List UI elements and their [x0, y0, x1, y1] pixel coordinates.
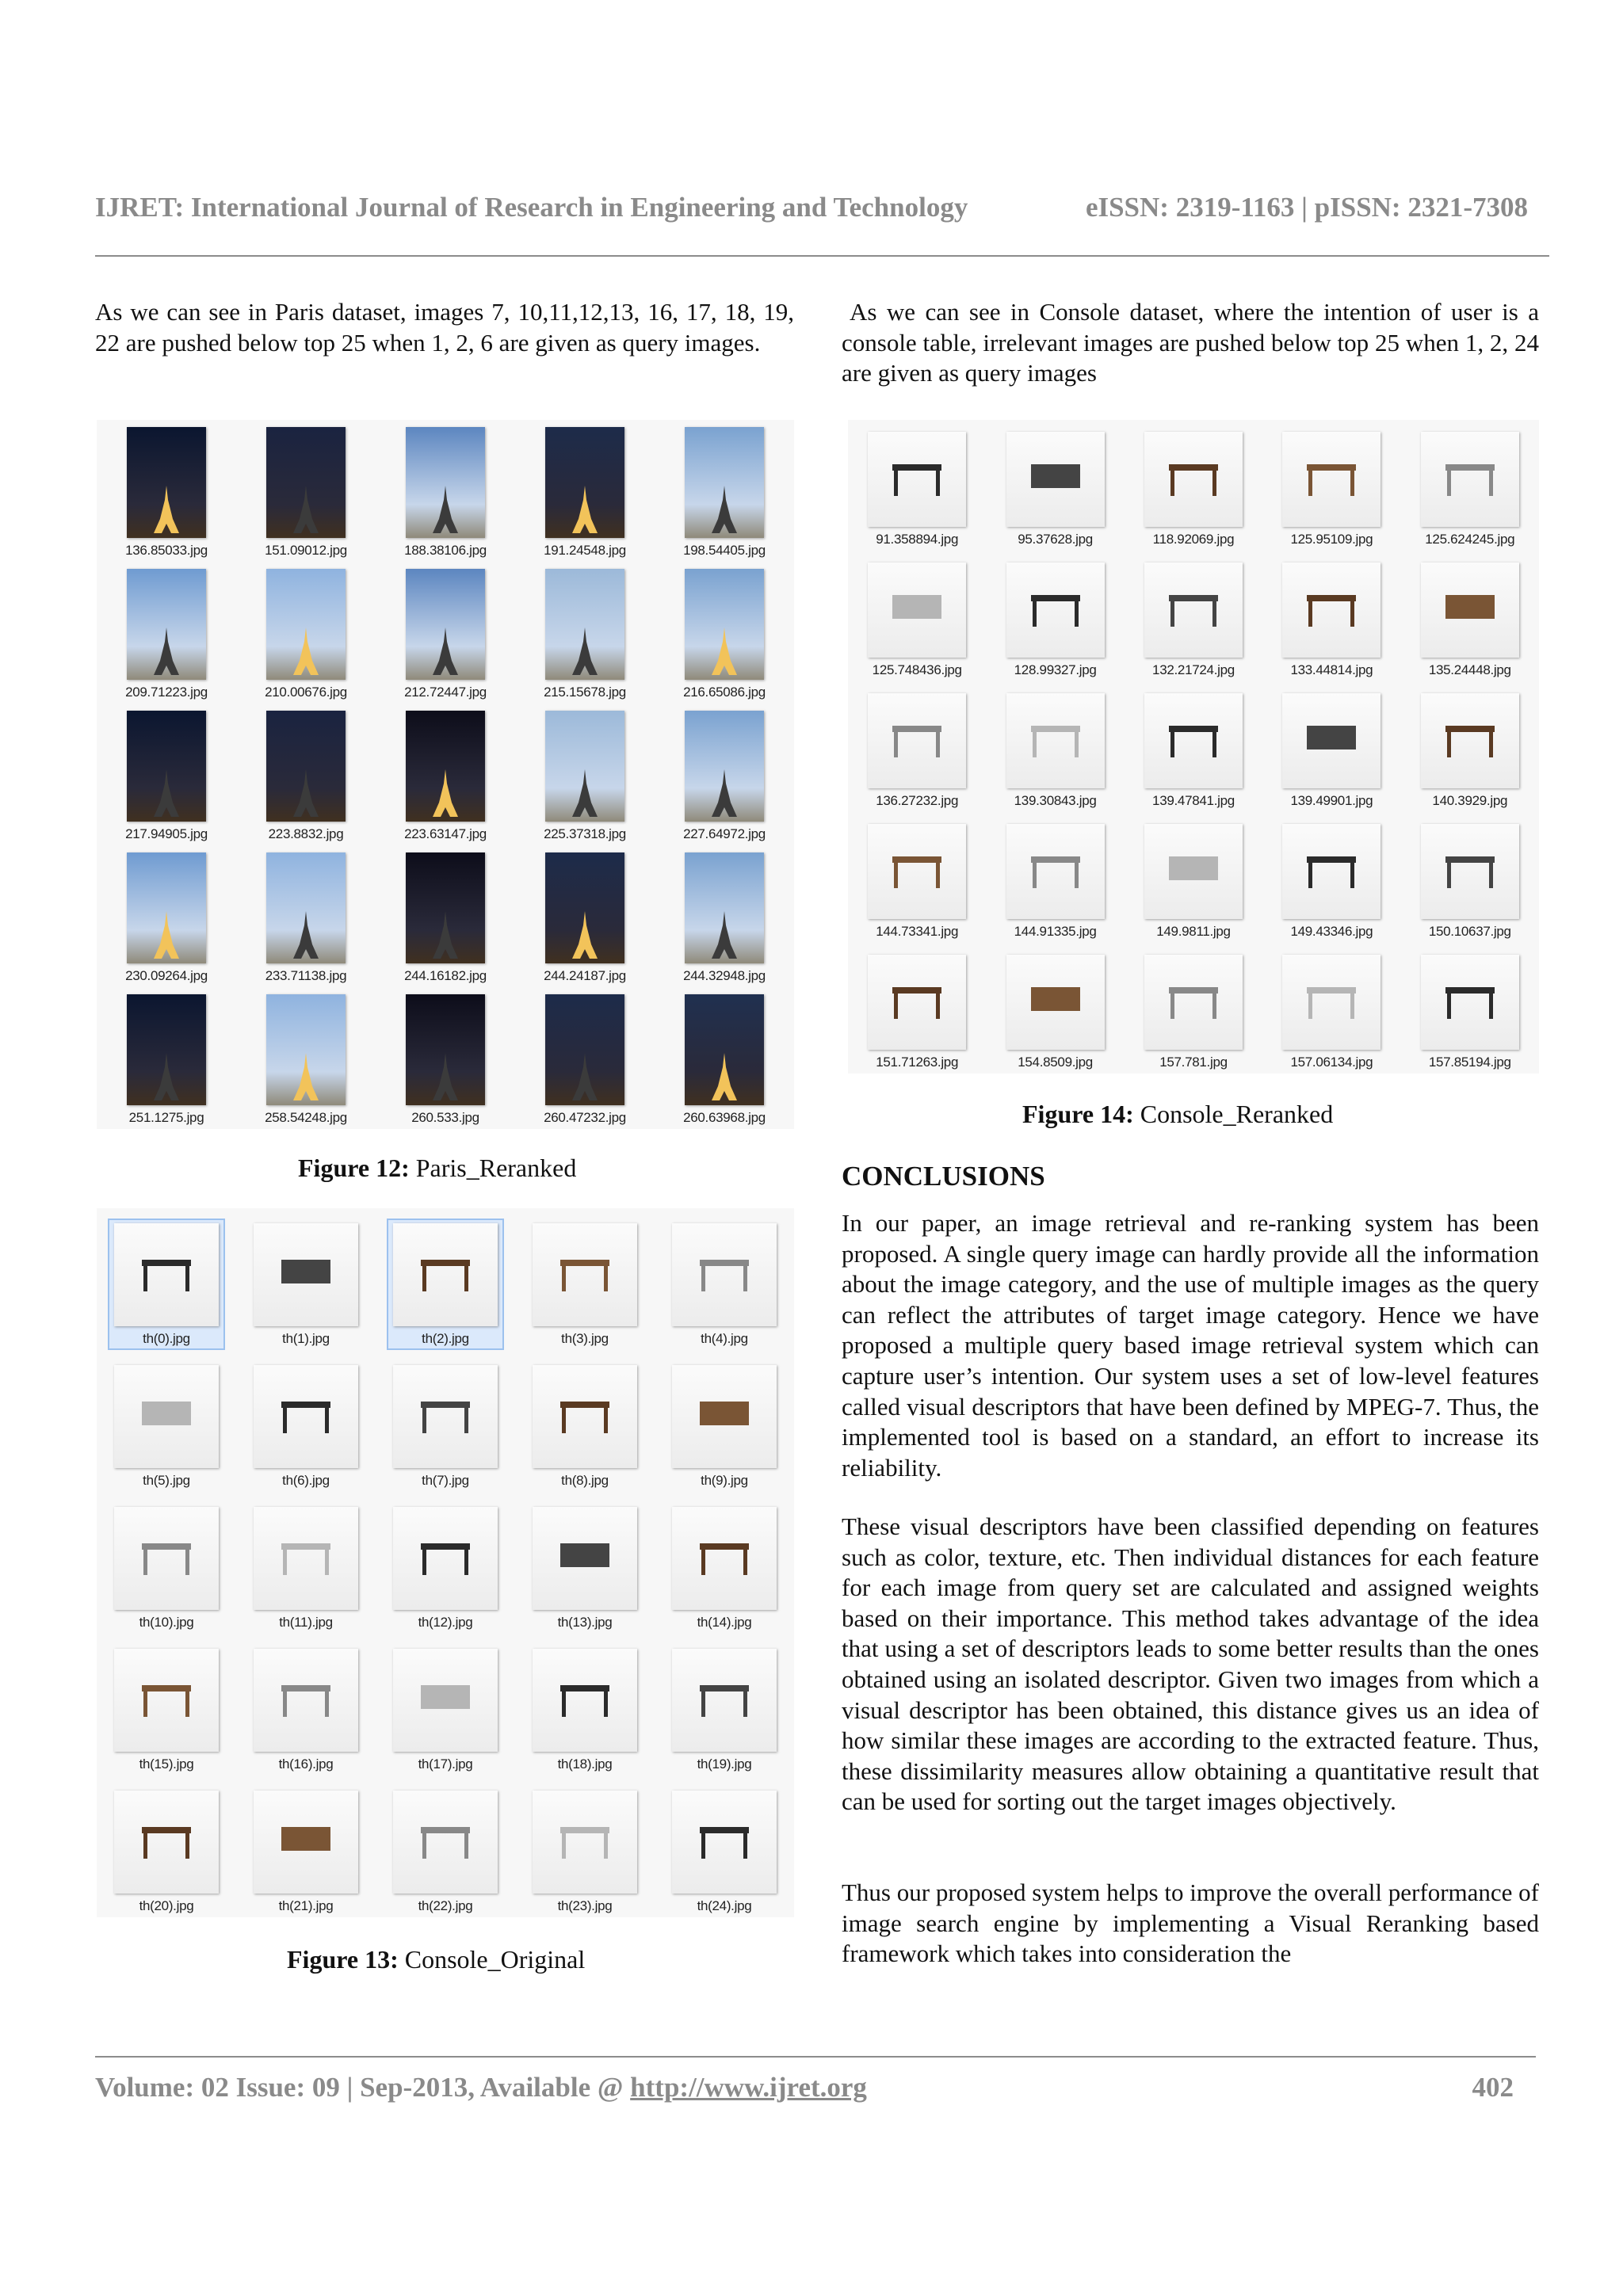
thumbnail-image: [127, 427, 206, 538]
thumbnail-image: [685, 569, 764, 680]
image-filename: 260.47232.jpg: [544, 1110, 626, 1125]
thumbnail-image: [254, 1223, 358, 1326]
thumbnail-image: [266, 994, 346, 1105]
thumbnail-image: [393, 1365, 498, 1468]
image-tile: [986, 943, 1124, 1074]
image-tile: [1401, 943, 1539, 1074]
thumbnail-image: [1006, 563, 1105, 658]
image-filename: 157.781.jpg: [1159, 1055, 1228, 1070]
conclusions-heading: CONCLUSIONS: [842, 1161, 1045, 1192]
thumbnail-image: [1421, 432, 1519, 527]
thumbnail-image: [672, 1649, 777, 1752]
image-tile: [1262, 943, 1400, 1074]
conclusions-paragraph-1: In our paper, an image retrieval and re-ranking system has been proposed. A single query image can hardly provide all the information about the image category, and the use of multiple images as the query can reflect the attributes of target image category. Hence we have proposed a multiple query based image retrieval system which can capture user’s intention. Our system uses a set of low-level features called visual descriptors that have been defined by MPEG-7. Thus, the implemented tool is based on a standard, an effort to increase its reliability.: [842, 1209, 1539, 1482]
image-tile: [376, 704, 515, 845]
thumbnail-image: [868, 563, 966, 658]
image-filename: 128.99327.jpg: [1014, 662, 1097, 677]
image-filename: th(13).jpg: [557, 1615, 613, 1630]
image-filename: 244.32948.jpg: [683, 968, 766, 983]
thumbnail-image: [545, 569, 624, 680]
image-filename: 217.94905.jpg: [125, 826, 208, 841]
image-filename: 188.38106.jpg: [404, 543, 487, 558]
image-filename: th(17).jpg: [418, 1756, 473, 1772]
thumbnail-image: [545, 852, 624, 963]
image-filename: 144.91335.jpg: [1014, 924, 1097, 939]
running-footer: [95, 2072, 1514, 2103]
image-tile: [97, 845, 236, 987]
image-tile: [1125, 420, 1262, 551]
image-filename: th(7).jpg: [422, 1473, 469, 1488]
image-filename: 150.10637.jpg: [1428, 924, 1511, 939]
image-filename: 157.06134.jpg: [1290, 1055, 1373, 1070]
thumbnail-image: [1421, 693, 1519, 788]
image-filename: 139.47841.jpg: [1152, 793, 1235, 808]
thumbnail-image: [1006, 432, 1105, 527]
image-filename: 133.44814.jpg: [1290, 662, 1373, 677]
image-tile: [515, 1492, 655, 1634]
image-filename: 125.624245.jpg: [1425, 532, 1515, 547]
figure-13-caption: Figure 13: Console_Original: [287, 1945, 586, 1974]
image-tile: [376, 845, 515, 987]
image-filename: 125.748436.jpg: [872, 662, 962, 677]
thumbnail-image: [266, 427, 346, 538]
thumbnail-image: [672, 1791, 777, 1894]
conclusions-paragraph-2: These visual descriptors have been classified depending on features such as color, texture, etc. Then individual distances for each feature for each image from query set are calculated and assigned weights based on their importance. This method takes advantage of the idea that using a set of descriptors leads to some better results than the ones obtained using an isolated descriptor. Given two images from which a visual descriptor has been obtained, this distance gives us an idea of how similar these images are according to the extracted feature. Thus, these dissimilarity measures allow obtaining a quantitative result that can be used for sorting out the target images objectively.: [842, 1512, 1539, 1816]
image-tile: [515, 704, 655, 845]
image-tile: [1125, 812, 1262, 943]
image-tile: [97, 987, 236, 1129]
image-filename: 260.63968.jpg: [683, 1110, 766, 1125]
thumbnail-image: [533, 1791, 637, 1894]
console-reranked-figure: [848, 420, 1539, 1074]
image-tile: [848, 943, 986, 1074]
image-filename: th(24).jpg: [697, 1898, 752, 1913]
image-filename: 198.54405.jpg: [683, 543, 766, 558]
image-tile: [236, 1492, 376, 1634]
image-filename: 139.30843.jpg: [1014, 793, 1097, 808]
image-filename: 95.37628.jpg: [1018, 532, 1093, 547]
image-filename: th(4).jpg: [701, 1331, 748, 1346]
image-filename: th(0).jpg: [143, 1331, 190, 1346]
image-filename: 151.09012.jpg: [265, 543, 347, 558]
image-tile: [236, 420, 376, 562]
image-tile: [655, 987, 794, 1129]
image-tile: [97, 704, 236, 845]
image-tile: [515, 1775, 655, 1917]
thumbnail-image: [672, 1365, 777, 1468]
image-tile: [515, 1208, 655, 1350]
thumbnail-image: [533, 1365, 637, 1468]
thumbnail-image: [127, 569, 206, 680]
console-intro-paragraph: As we can see in Console dataset, where the intention of user is a console table, irrelevant images are pushed below top 25 when 1, 2, 24 are given as query images: [842, 298, 1539, 387]
image-tile: [376, 1634, 515, 1775]
thumbnail-image: [533, 1223, 637, 1326]
image-tile: [655, 1634, 794, 1775]
thumbnail-image: [1144, 955, 1243, 1050]
thumbnail-image: [685, 994, 764, 1105]
image-tile: [376, 1775, 515, 1917]
thumbnail-image: [545, 711, 624, 822]
image-tile: [376, 1350, 515, 1492]
image-tile: [97, 1350, 236, 1492]
image-filename: 225.37318.jpg: [544, 826, 626, 841]
image-tile: [515, 845, 655, 987]
image-filename: th(2).jpg: [422, 1331, 469, 1346]
image-filename: 91.358894.jpg: [876, 532, 959, 547]
figure-12-caption: Figure 12: Paris_Reranked: [298, 1154, 577, 1182]
image-tile: [1262, 420, 1400, 551]
image-tile: [97, 1634, 236, 1775]
conclusions-paragraph-3: Thus our proposed system helps to improve the overall performance of image search engine by implementing a Visual Reranking based framework which takes into consideration the: [842, 1878, 1539, 1968]
image-filename: 118.92069.jpg: [1152, 532, 1235, 547]
image-tile: [655, 845, 794, 987]
image-tile: [236, 1350, 376, 1492]
image-tile: [515, 1634, 655, 1775]
image-filename: 135.24448.jpg: [1428, 662, 1511, 677]
thumbnail-image: [114, 1649, 219, 1752]
image-tile: [376, 420, 515, 562]
thumbnail-image: [1282, 955, 1381, 1050]
image-tile: [1262, 812, 1400, 943]
image-filename: 191.24548.jpg: [544, 543, 626, 558]
journal-title: IJRET: International Journal of Research in Engineering and Technology: [95, 192, 968, 223]
image-tile: [236, 562, 376, 704]
image-filename: th(18).jpg: [557, 1756, 613, 1772]
thumbnail-image: [672, 1223, 777, 1326]
image-filename: th(9).jpg: [701, 1473, 748, 1488]
image-tile: [236, 1208, 376, 1350]
image-tile: [655, 420, 794, 562]
image-filename: 230.09264.jpg: [125, 968, 208, 983]
image-filename: th(1).jpg: [282, 1331, 330, 1346]
thumbnail-image: [406, 427, 485, 538]
image-filename: th(8).jpg: [561, 1473, 609, 1488]
image-tile: [986, 420, 1124, 551]
thumbnail-image: [127, 994, 206, 1105]
image-tile: [1401, 551, 1539, 681]
thumbnail-image: [672, 1507, 777, 1610]
image-filename: 223.8832.jpg: [268, 826, 344, 841]
image-filename: th(19).jpg: [697, 1756, 752, 1772]
image-filename: 258.54248.jpg: [265, 1110, 347, 1125]
image-tile: [236, 704, 376, 845]
image-filename: th(16).jpg: [278, 1756, 334, 1772]
journal-link[interactable]: http://www.ijret.org: [630, 2072, 867, 2103]
image-filename: 244.24187.jpg: [544, 968, 626, 983]
thumbnail-image: [127, 852, 206, 963]
image-tile: [848, 420, 986, 551]
header-divider: [95, 255, 1549, 257]
image-tile: [236, 1634, 376, 1775]
image-filename: 233.71138.jpg: [265, 968, 347, 983]
image-filename: th(14).jpg: [697, 1615, 752, 1630]
image-tile: [515, 562, 655, 704]
image-filename: 154.8509.jpg: [1018, 1055, 1093, 1070]
thumbnail-image: [1282, 693, 1381, 788]
image-tile: [1125, 943, 1262, 1074]
image-tile: [97, 1775, 236, 1917]
thumbnail-image: [1421, 824, 1519, 919]
thumbnail-image: [1282, 824, 1381, 919]
image-tile: [655, 1350, 794, 1492]
image-tile: [1401, 812, 1539, 943]
thumbnail-image: [266, 569, 346, 680]
thumbnail-image: [1006, 693, 1105, 788]
image-filename: 223.63147.jpg: [404, 826, 487, 841]
footer-divider: [95, 2056, 1536, 2058]
thumbnail-image: [1006, 824, 1105, 919]
image-filename: 260.533.jpg: [411, 1110, 479, 1125]
image-tile: [1262, 551, 1400, 681]
image-filename: th(5).jpg: [143, 1473, 190, 1488]
thumbnail-image: [1144, 693, 1243, 788]
image-tile: [1125, 551, 1262, 681]
thumbnail-image: [393, 1223, 498, 1326]
image-filename: 216.65086.jpg: [683, 685, 766, 700]
image-filename: th(12).jpg: [418, 1615, 473, 1630]
thumbnail-image: [533, 1649, 637, 1752]
image-tile: [848, 812, 986, 943]
image-tile: [515, 987, 655, 1129]
thumbnail-image: [406, 711, 485, 822]
thumbnail-image: [1421, 955, 1519, 1050]
image-filename: th(20).jpg: [139, 1898, 194, 1913]
thumbnail-image: [254, 1649, 358, 1752]
thumbnail-image: [685, 427, 764, 538]
thumbnail-image: [1421, 563, 1519, 658]
image-filename: th(15).jpg: [139, 1756, 194, 1772]
image-filename: 144.73341.jpg: [876, 924, 959, 939]
image-tile: [97, 562, 236, 704]
image-tile: [97, 420, 236, 562]
image-filename: th(11).jpg: [279, 1615, 333, 1630]
image-filename: 140.3929.jpg: [1432, 793, 1508, 808]
thumbnail-image: [545, 427, 624, 538]
image-tile: [986, 551, 1124, 681]
image-tile: [515, 1350, 655, 1492]
thumbnail-image: [533, 1507, 637, 1610]
image-filename: th(6).jpg: [282, 1473, 330, 1488]
thumbnail-image: [868, 955, 966, 1050]
image-filename: th(21).jpg: [278, 1898, 334, 1913]
image-filename: 212.72447.jpg: [404, 685, 487, 700]
thumbnail-image: [127, 711, 206, 822]
thumbnail-image: [393, 1507, 498, 1610]
paris-intro-paragraph: As we can see in Paris dataset, images 7, 10,11,12,13, 16, 17, 18, 19, 22 are pushed below top 25 when 1, 2, 6 are given as query images.: [95, 298, 794, 357]
image-tile: [986, 812, 1124, 943]
thumbnail-image: [254, 1791, 358, 1894]
image-filename: 215.15678.jpg: [544, 685, 626, 700]
thumbnail-image: [406, 994, 485, 1105]
thumbnail-image: [114, 1223, 219, 1326]
image-filename: th(10).jpg: [139, 1615, 194, 1630]
thumbnail-image: [868, 432, 966, 527]
image-tile: [515, 420, 655, 562]
image-filename: th(23).jpg: [557, 1898, 613, 1913]
image-tile: [97, 1208, 236, 1350]
image-filename: th(3).jpg: [561, 1331, 609, 1346]
image-filename: 136.85033.jpg: [125, 543, 208, 558]
image-filename: 209.71223.jpg: [125, 685, 208, 700]
image-tile: [236, 845, 376, 987]
image-tile: [655, 1492, 794, 1634]
image-tile: [1125, 681, 1262, 812]
paris-reranked-figure: [97, 420, 794, 1129]
image-tile: [986, 681, 1124, 812]
image-tile: [848, 681, 986, 812]
console-original-figure: [97, 1208, 794, 1917]
thumbnail-image: [114, 1507, 219, 1610]
thumbnail-image: [254, 1507, 358, 1610]
image-filename: 227.64972.jpg: [683, 826, 766, 841]
thumbnail-image: [406, 852, 485, 963]
thumbnail-image: [266, 852, 346, 963]
image-filename: 210.00676.jpg: [265, 685, 347, 700]
image-tile: [376, 1492, 515, 1634]
image-tile: [376, 562, 515, 704]
image-filename: 136.27232.jpg: [876, 793, 959, 808]
thumbnail-image: [406, 569, 485, 680]
thumbnail-image: [545, 994, 624, 1105]
thumbnail-image: [1006, 955, 1105, 1050]
issn-info: eISSN: 2319-1163 | pISSN: 2321-7308: [1085, 192, 1528, 223]
image-tile: [655, 562, 794, 704]
thumbnail-image: [114, 1791, 219, 1894]
image-filename: 244.16182.jpg: [404, 968, 487, 983]
image-filename: th(22).jpg: [418, 1898, 473, 1913]
thumbnail-image: [685, 711, 764, 822]
thumbnail-image: [254, 1365, 358, 1468]
image-filename: 149.9811.jpg: [1156, 924, 1231, 939]
image-tile: [1401, 681, 1539, 812]
image-filename: 251.1275.jpg: [128, 1110, 204, 1125]
running-header: [95, 192, 1528, 223]
thumbnail-image: [1144, 432, 1243, 527]
thumbnail-image: [1144, 563, 1243, 658]
image-filename: 139.49901.jpg: [1290, 793, 1373, 808]
thumbnail-image: [1144, 824, 1243, 919]
image-tile: [236, 1775, 376, 1917]
image-tile: [376, 1208, 515, 1350]
image-filename: 151.71263.jpg: [876, 1055, 959, 1070]
image-filename: 132.21724.jpg: [1152, 662, 1235, 677]
image-tile: [236, 987, 376, 1129]
image-filename: 149.43346.jpg: [1290, 924, 1373, 939]
thumbnail-image: [1282, 563, 1381, 658]
thumbnail-image: [393, 1649, 498, 1752]
image-tile: [655, 1208, 794, 1350]
image-tile: [1262, 681, 1400, 812]
image-tile: [1401, 420, 1539, 551]
thumbnail-image: [868, 693, 966, 788]
image-tile: [97, 1492, 236, 1634]
figure-14-caption: Figure 14: Console_Reranked: [1022, 1100, 1334, 1128]
thumbnail-image: [685, 852, 764, 963]
image-tile: [376, 987, 515, 1129]
page-number: 402: [1472, 2072, 1514, 2103]
image-tile: [655, 704, 794, 845]
image-tile: [848, 551, 986, 681]
thumbnail-image: [1282, 432, 1381, 527]
image-filename: 157.85194.jpg: [1428, 1055, 1511, 1070]
image-filename: 125.95109.jpg: [1290, 532, 1373, 547]
thumbnail-image: [114, 1365, 219, 1468]
image-tile: [655, 1775, 794, 1917]
thumbnail-image: [266, 711, 346, 822]
thumbnail-image: [868, 824, 966, 919]
thumbnail-image: [393, 1791, 498, 1894]
volume-info: Volume: 02 Issue: 09 | Sep-2013, Available @ http://www.ijret.org: [95, 2072, 867, 2103]
